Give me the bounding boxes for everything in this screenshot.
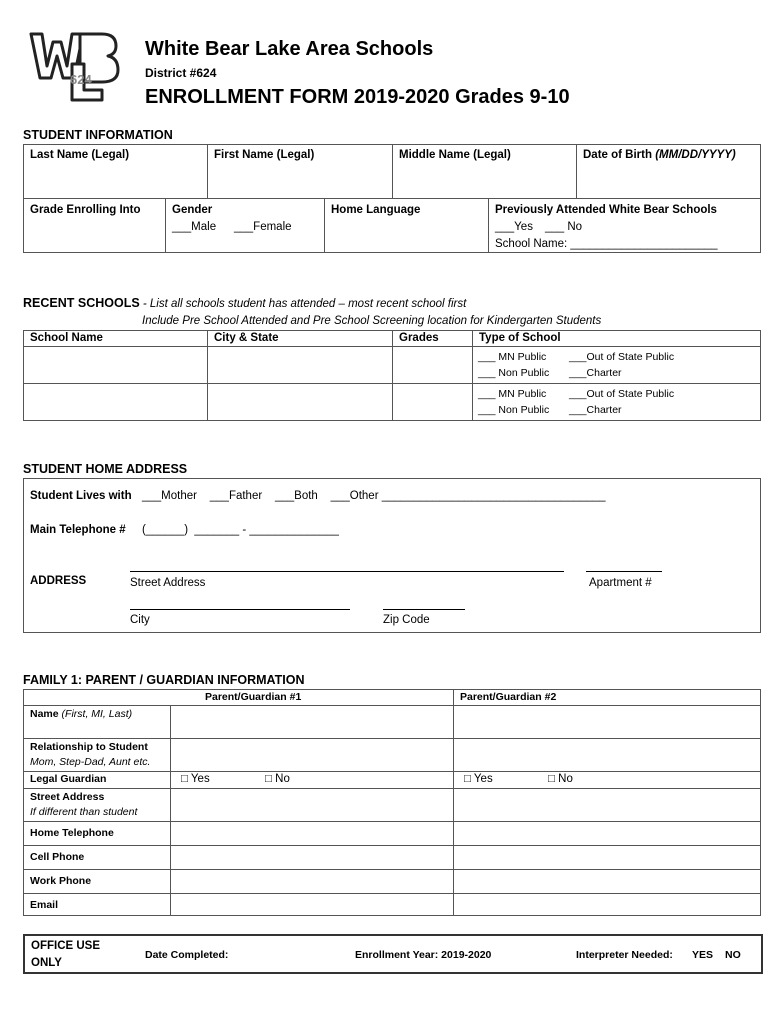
row2-charter[interactable]: ___Charter: [569, 404, 622, 416]
apartment-caption: Apartment #: [589, 577, 652, 589]
relationship-label: Relationship to Student: [30, 741, 148, 753]
name-row-label: [30, 708, 132, 720]
home-address-title: STUDENT HOME ADDRESS: [23, 462, 188, 476]
row1-out-of-state[interactable]: ___Out of State Public: [569, 351, 675, 363]
row1-charter[interactable]: ___Charter: [569, 367, 622, 379]
dob-label: Date of Birth: [583, 149, 652, 161]
form-title: ENROLLMENT FORM 2019-2020 Grades 9-10: [145, 86, 570, 108]
prev-attended-label: Previously Attended White Bear Schools: [495, 204, 717, 216]
home-telephone-label: Home Telephone: [30, 827, 114, 839]
guardian-2-header: Parent/Guardian #2: [460, 691, 557, 703]
main-telephone-label: Main Telephone #: [30, 524, 126, 536]
recent-schools-title: RECENT SCHOOLS: [23, 296, 140, 310]
prev-school-name-field[interactable]: School Name: _______________________: [495, 238, 718, 250]
g2-legal-no[interactable]: □ No: [548, 773, 573, 785]
lives-with-label: Student Lives with: [30, 490, 132, 502]
recent-schools-instruction-1: - List all schools student has attended – most recent school first: [139, 298, 467, 310]
gender-label: Gender: [172, 204, 213, 216]
family-table: [23, 689, 761, 916]
relationship-hint: Mom, Step-Dad, Aunt etc.: [30, 756, 151, 768]
gender-male-option[interactable]: ___Male: [172, 221, 217, 233]
enrollment-year: Enrollment Year: 2019-2020: [355, 949, 492, 961]
legal-guardian-label: Legal Guardian: [30, 773, 107, 785]
row2-out-of-state[interactable]: ___Out of State Public: [569, 388, 675, 400]
prev-yes-option[interactable]: ___Yes: [495, 221, 533, 233]
city-caption: City: [130, 614, 150, 626]
street-address-line[interactable]: [130, 571, 564, 572]
school-name: White Bear Lake Area Schools: [145, 38, 434, 60]
row1-non-public[interactable]: ___ Non Public: [478, 367, 550, 379]
district-number: District #624: [145, 66, 217, 80]
zip-line[interactable]: [383, 609, 465, 610]
email-label: Email: [30, 899, 59, 911]
name-hint: (First, MI, Last): [61, 708, 133, 720]
row2-non-public[interactable]: ___ Non Public: [478, 404, 550, 416]
g1-legal-no[interactable]: □ No: [265, 773, 290, 785]
logo-number: 624: [70, 72, 92, 87]
student-info-title: STUDENT INFORMATION: [23, 128, 173, 142]
guardian-1-header: Parent/Guardian #1: [205, 691, 302, 703]
office-use-label-1: OFFICE USE: [31, 940, 101, 952]
dob-field[interactable]: [583, 149, 736, 161]
street-address-label: Street Address: [30, 791, 105, 803]
street-address-hint: If different than student: [30, 806, 138, 818]
col-grades: Grades: [399, 332, 439, 344]
cell-phone-label: Cell Phone: [30, 851, 85, 863]
last-name-field[interactable]: Last Name (Legal): [30, 149, 130, 161]
main-telephone-field[interactable]: (______) _______ - ______________: [142, 524, 339, 536]
recent-schools-instruction-2: Include Pre School Attended and Pre School Screening location for Kindergarten Students: [142, 315, 602, 327]
dob-format: (MM/DD/YYYY): [655, 149, 736, 161]
wbl-logo-icon: [28, 30, 120, 102]
g2-legal-yes[interactable]: □ Yes: [464, 773, 493, 785]
interpreter-needed: Interpreter Needed:: [576, 949, 673, 961]
interpreter-no[interactable]: NO: [725, 949, 741, 961]
home-language-field[interactable]: Home Language: [331, 204, 421, 216]
row1-mn-public[interactable]: ___ MN Public: [478, 351, 547, 363]
first-name-field[interactable]: First Name (Legal): [214, 149, 315, 161]
col-city-state: City & State: [214, 332, 279, 344]
work-phone-label: Work Phone: [30, 875, 92, 887]
zip-caption: Zip Code: [383, 614, 430, 626]
g1-legal-yes[interactable]: □ Yes: [181, 773, 210, 785]
city-line[interactable]: [130, 609, 350, 610]
gender-female-option[interactable]: ___Female: [234, 221, 292, 233]
family-title: FAMILY 1: PARENT / GUARDIAN INFORMATION: [23, 673, 305, 687]
grade-enrolling-field[interactable]: Grade Enrolling Into: [30, 204, 141, 216]
recent-schools-heading: [23, 296, 466, 310]
district-logo: [28, 30, 120, 102]
name-label: Name: [30, 708, 59, 720]
col-school-name: School Name: [30, 332, 103, 344]
middle-name-field[interactable]: Middle Name (Legal): [399, 149, 511, 161]
date-completed: Date Completed:: [145, 949, 229, 961]
interpreter-yes[interactable]: YES: [692, 949, 714, 961]
street-address-caption: Street Address: [130, 577, 206, 589]
apartment-line[interactable]: [586, 571, 662, 572]
office-use-label-2: ONLY: [31, 957, 62, 969]
col-type-of-school: Type of School: [479, 332, 561, 344]
address-label: ADDRESS: [30, 575, 87, 587]
prev-no-option[interactable]: ___ No: [545, 221, 583, 233]
lives-with-options[interactable]: ___Mother ___Father ___Both ___Other ___________________________________: [142, 490, 606, 502]
row2-mn-public[interactable]: ___ MN Public: [478, 388, 547, 400]
